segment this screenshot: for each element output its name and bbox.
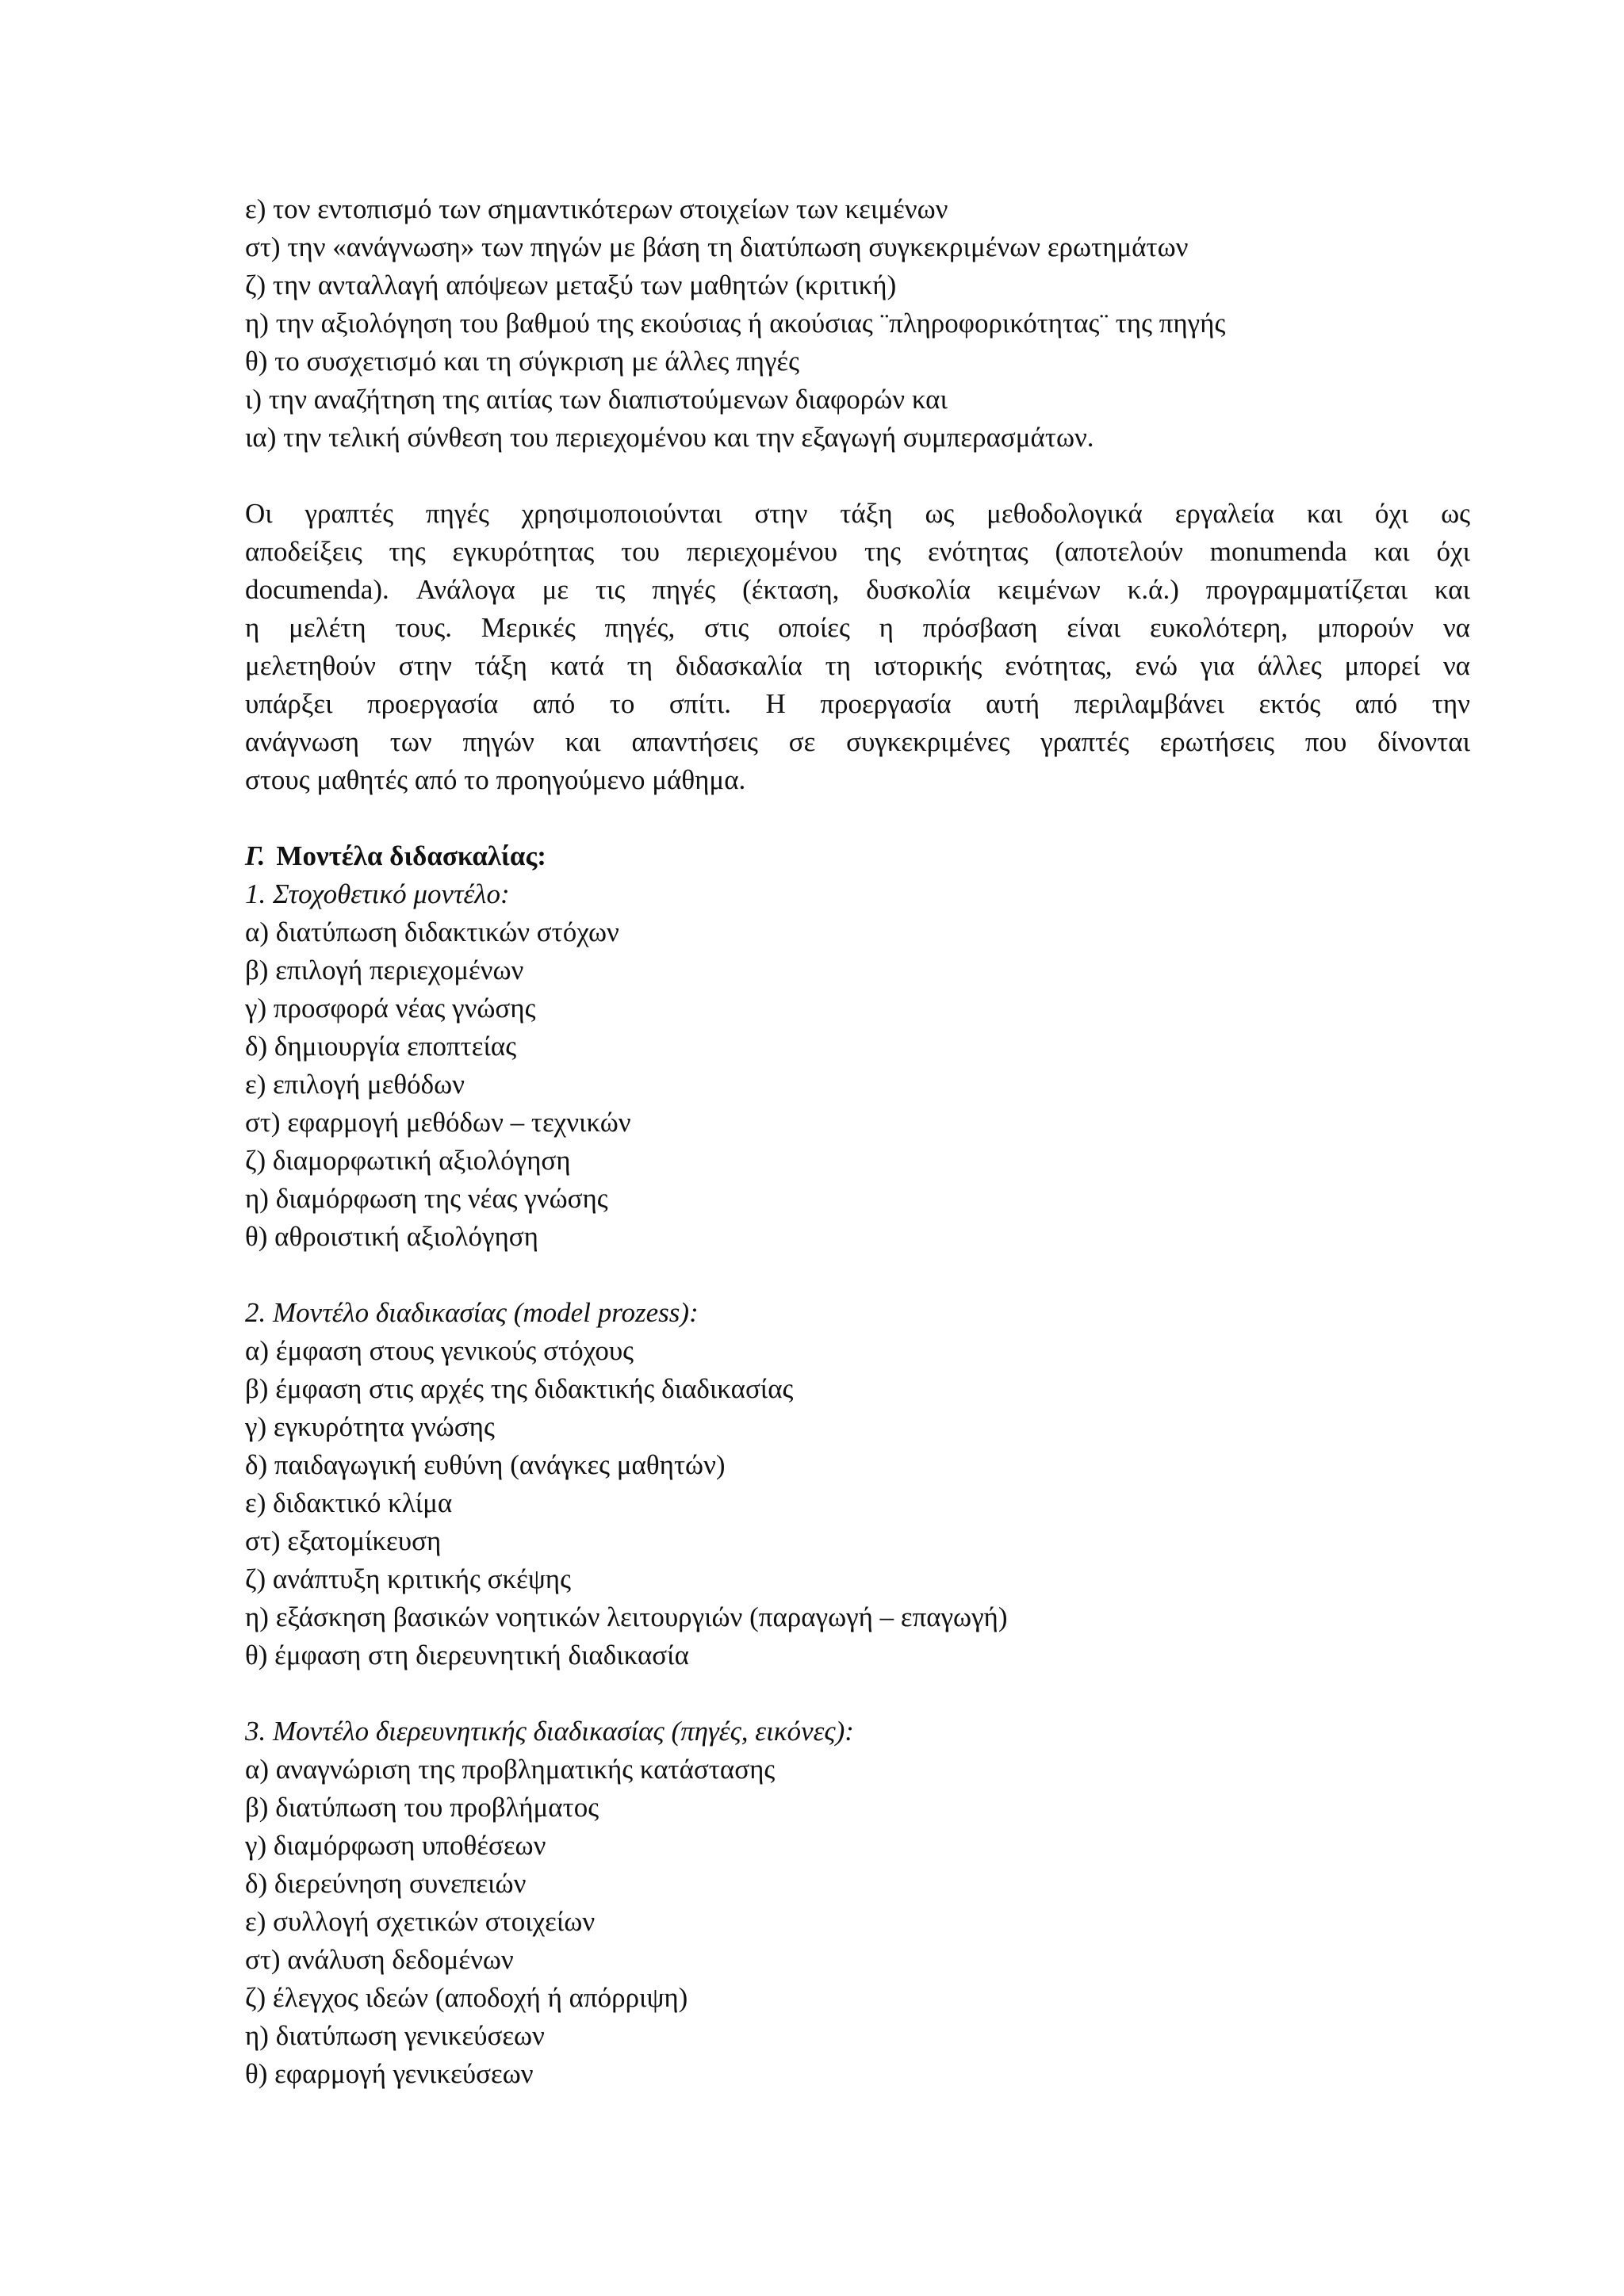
list-item: δ) παιδαγωγική ευθύνη (ανάγκες μαθητών) bbox=[245, 1449, 726, 1480]
section-title: Μοντέλα διδασκαλίας: bbox=[276, 840, 546, 871]
list-item: α) διατύπωση διδακτικών στόχων bbox=[245, 916, 619, 947]
model-1-title: 1. Στοχοθετικό μοντέλο: bbox=[245, 878, 510, 909]
list-item: στ) ανάλυση δεδομένων bbox=[245, 1944, 514, 1975]
intro-list bbox=[245, 190, 1470, 457]
list-item: θ) το συσχετισμό και τη σύγκριση με άλλες πηγές bbox=[245, 346, 799, 377]
paragraph-line: υπάρξει προεργασία από το σπίτι. Η προεργασία αυτή περιλαμβάνει εκτός από την bbox=[245, 688, 1470, 719]
model-3-title: 3. Μοντέλο διερευνητικής διαδικασίας (πηγές, εικόνες): bbox=[245, 1716, 854, 1747]
list-item: ζ) την ανταλλαγή απόψεων μεταξύ των μαθητών (κριτική) bbox=[245, 270, 897, 300]
model-2-title: 2. Μοντέλο διαδικασίας (model prozess): bbox=[245, 1297, 699, 1328]
list-item: α) αναγνώριση της προβληματικής κατάστασης bbox=[245, 1754, 776, 1785]
paragraph-line: αποδείξεις της εγκυρότητας του περιεχομένου της ενότητας (αποτελούν monumenda και όχι bbox=[245, 536, 1470, 567]
model-1-section bbox=[245, 875, 1470, 1256]
list-item: ζ) έλεγχος ιδεών (αποδοχή ή απόρριψη) bbox=[245, 1982, 688, 2013]
list-item: στ) εξατομίκευση bbox=[245, 1525, 442, 1556]
list-item: στ) εφαρμογή μεθόδων – τεχνικών bbox=[245, 1107, 631, 1138]
list-item: ζ) ανάπτυξη κριτικής σκέψης bbox=[245, 1563, 571, 1594]
section-heading bbox=[245, 837, 1470, 875]
list-item: θ) εφαρμογή γενικεύσεων bbox=[245, 2058, 534, 2089]
paragraph-line: στους μαθητές από το προηγούμενο μάθημα. bbox=[245, 764, 746, 795]
section-letter: Γ. bbox=[245, 840, 266, 871]
list-item: δ) διερεύνηση συνεπειών bbox=[245, 1868, 527, 1899]
paragraph-line: η μελέτη τους. Μερικές πηγές, στις οποίες η πρόσβαση είναι ευκολότερη, μπορούν να bbox=[245, 612, 1470, 643]
list-item: στ) την «ανάγνωση» των πηγών με βάση τη διατύπωση συγκεκριμένων ερωτημάτων bbox=[245, 232, 1189, 262]
list-item: γ) προσφορά νέας γνώσης bbox=[245, 993, 536, 1024]
body-paragraph bbox=[245, 495, 1470, 799]
paragraph-line: Οι γραπτές πηγές χρησιμοποιούνται στην τάξη ως μεθοδολογικά εργαλεία και όχι ως bbox=[245, 498, 1470, 529]
list-item: β) έμφαση στις αρχές της διδακτικής διαδικασίας bbox=[245, 1373, 794, 1404]
list-item: θ) αθροιστική αξιολόγηση bbox=[245, 1221, 538, 1252]
list-item: ε) επιλογή μεθόδων bbox=[245, 1069, 465, 1100]
list-item: ζ) διαμορφωτική αξιολόγηση bbox=[245, 1145, 571, 1176]
list-item: β) διατύπωση του προβλήματος bbox=[245, 1792, 599, 1823]
list-item: δ) δημιουργία εποπτείας bbox=[245, 1031, 517, 1062]
list-item: α) έμφαση στους γενικούς στόχους bbox=[245, 1335, 634, 1366]
paragraph-line: documenda). Ανάλογα με τις πηγές (έκταση, δυσκολία κειμένων κ.ά.) προγραμματίζεται και bbox=[245, 574, 1470, 605]
list-item: ε) τον εντοπισμό των σημαντικότερων στοιχείων των κειμένων bbox=[245, 193, 948, 224]
model-2-section bbox=[245, 1294, 1470, 1674]
list-item: θ) έμφαση στη διερευνητική διαδικασία bbox=[245, 1640, 689, 1670]
list-item: ι) την αναζήτηση της αιτίας των διαπιστούμενων διαφορών και bbox=[245, 384, 948, 415]
list-item: η) εξάσκηση βασικών νοητικών λειτουργιών (παραγωγή – επαγωγή) bbox=[245, 1601, 1008, 1632]
list-item: γ) εγκυρότητα γνώσης bbox=[245, 1411, 495, 1442]
list-item: η) διαμόρφωση της νέας γνώσης bbox=[245, 1183, 608, 1214]
list-item: ε) διδακτικό κλίμα bbox=[245, 1487, 453, 1518]
paragraph-line: μελετηθούν στην τάξη κατά τη διδασκαλία τη ιστορικής ενότητας, ενώ για άλλες μπορεί να bbox=[245, 650, 1470, 681]
list-item: ε) συλλογή σχετικών στοιχείων bbox=[245, 1906, 596, 1937]
list-item: η) την αξιολόγηση του βαθμού της εκούσιας ή ακούσιας ¨πληροφορικότητας¨ της πηγής bbox=[245, 308, 1226, 339]
list-item: γ) διαμόρφωση υποθέσεων bbox=[245, 1830, 546, 1861]
list-item: β) επιλογή περιεχομένων bbox=[245, 955, 524, 985]
paragraph-line: ανάγνωση των πηγών και απαντήσεις σε συγκεκριμένες γραπτές ερωτήσεις που δίνονται bbox=[245, 726, 1470, 757]
list-item: ια) την τελική σύνθεση του περιεχομένου και την εξαγωγή συμπερασμάτων. bbox=[245, 422, 1094, 453]
document-page bbox=[245, 190, 1470, 2093]
list-item: η) διατύπωση γενικεύσεων bbox=[245, 2020, 545, 2051]
model-3-section bbox=[245, 1712, 1470, 2093]
